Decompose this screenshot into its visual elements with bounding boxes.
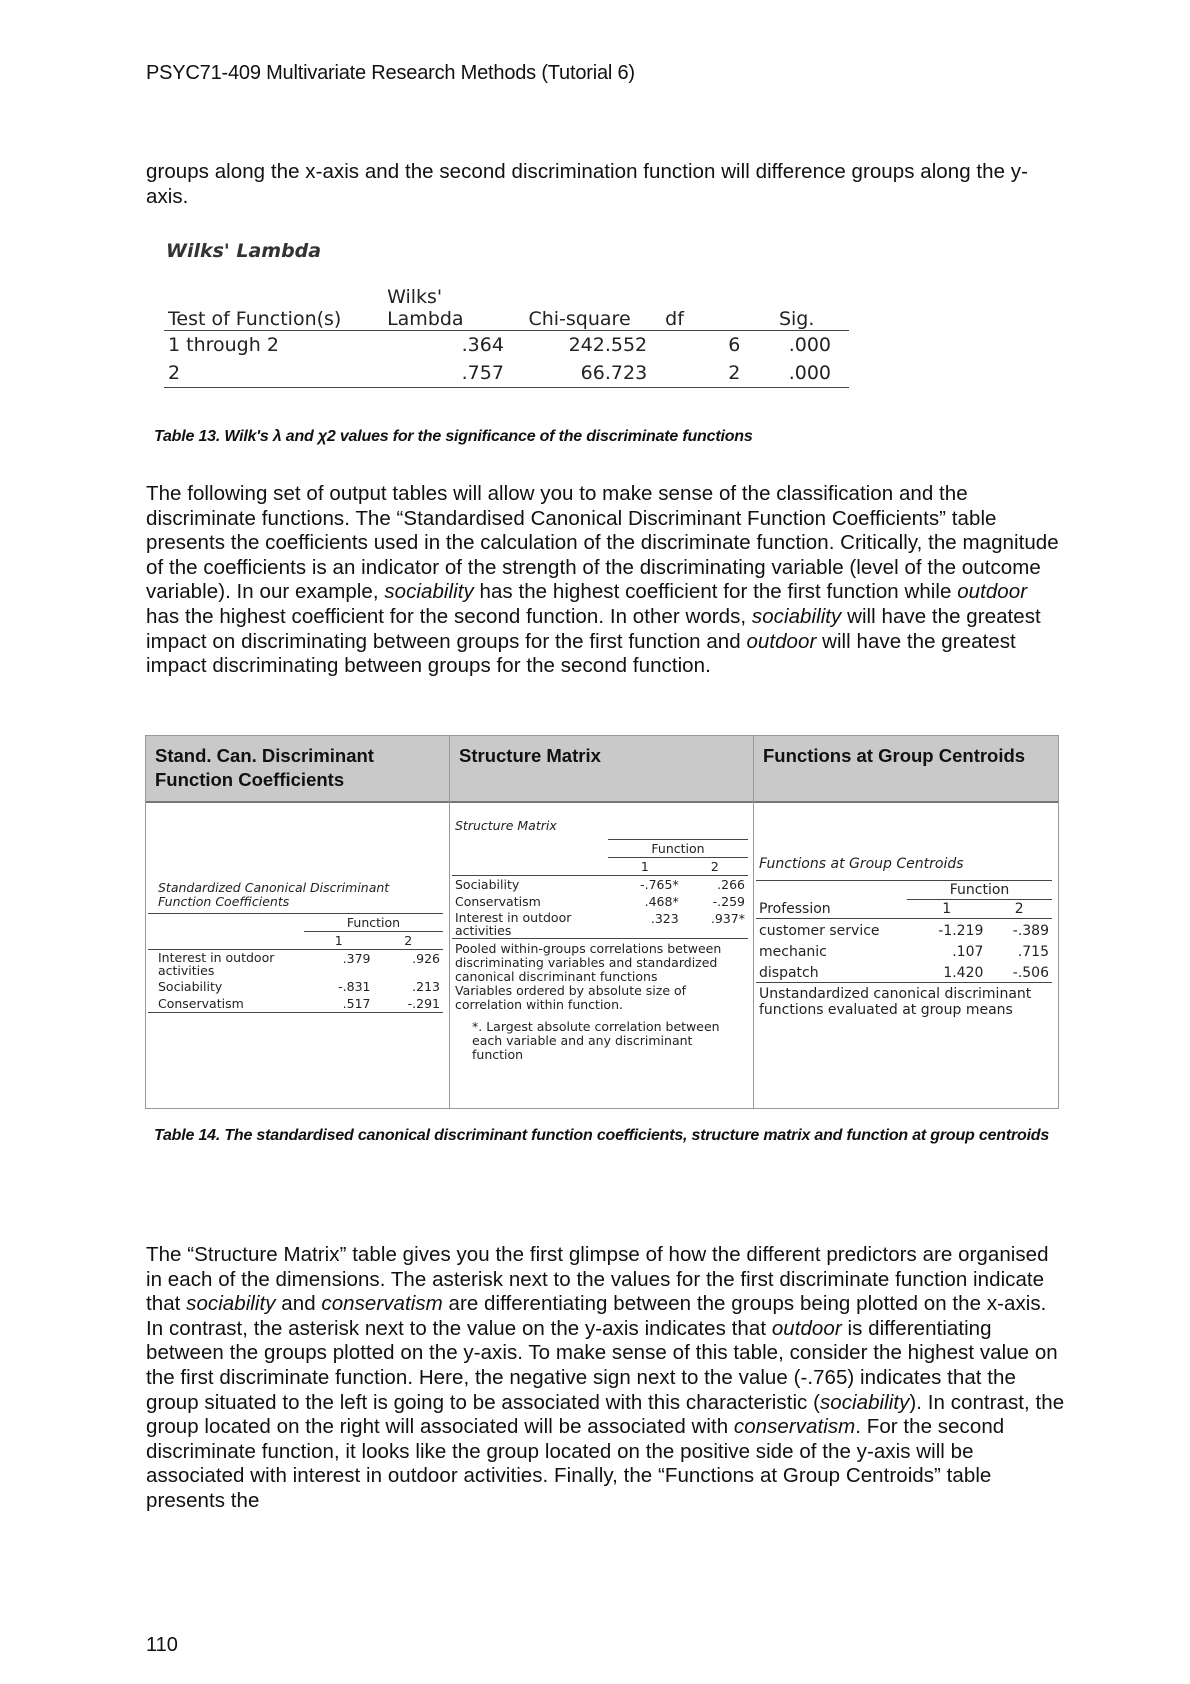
grid-header-structure: Structure Matrix	[450, 736, 753, 803]
intro-paragraph: groups along the x-axis and the second discrimination function will difference groups along the y-axis.	[146, 160, 1028, 208]
table-row: dispatch 1.420 -.506	[756, 961, 1052, 983]
table-row: mechanic .107 .715	[759, 944, 1049, 960]
centroids-table: Functions at Group Centroids Function Profession 1 2 customer service -1.219 -.389 mechanic .107 .715 dispatch 1.420 -.506 Unstandardized canonical discriminant functions evaluated at group means	[756, 856, 1052, 1018]
wilks-table-title: Wilks' Lambda	[166, 240, 322, 262]
wilks-header-chi: Chi-square	[508, 272, 651, 331]
table-row: Conservatism .517 -.291	[148, 995, 443, 1013]
table-row: Sociability -.831 .213	[158, 979, 440, 994]
page-number: 110	[146, 1634, 178, 1656]
table14-caption: Table 14. The standardised canonical discriminant function coefficients, structure matrix and function at group centroids	[154, 1127, 1050, 1144]
table-row: 1 through 2 .364 242.552 6 .000	[168, 334, 831, 356]
table-row: Sociability -.765* .266	[455, 877, 745, 892]
table-row: customer service -1.219 -.389	[759, 923, 1049, 939]
coefficients-table: Standardized Canonical Discriminant Function Coefficients Function 1 2 Interest in outdoor activities .379 .926 Sociability -.831 .213 Conservatism .517 -.291	[148, 881, 443, 1013]
wilks-header-test: Test of Function(s)	[164, 272, 383, 331]
paragraph-3: The “Structure Matrix” table gives you the first glimpse of how the different predictors are organised in each of the dimensions. The asterisk next to the values for the first discriminate function indicate that sociability and conservatism are differentiating between the groups being plotted on the x-axis. In contrast, the asterisk next to the value on the y-axis indicates that outdoor is differentiating between the groups plotted on the y-axis. To make sense of this table, consider the highest value on the first discriminate function. Here, the negative sign next to the value (-.765) indicates that the group situated to the left is going to be associated with this characteristic (sociability). In contrast, the group located on the right will associated will be associated with conservatism. For the second discriminate function, it looks like the group located on the positive side of the y-axis will be associated with interest in outdoor activities. Finally, the “Functions at Group Centroids” table presents the	[146, 1243, 1065, 1512]
grid-header-coefficients: Stand. Can. Discriminant Function Coefficients	[146, 736, 449, 803]
table13-caption: Table 13. Wilk's λ and χ2 values for the significance of the discriminate functions	[154, 428, 753, 445]
structure-matrix-table: Structure Matrix Function 1 2 Sociability -.765* .266 Conservatism .468* -.259 Interest in outdoor activities .323 .937* Pooled within-groups correlations between discriminating variables and standardized canonical discriminant functions Variables ordered by absolute size of correlation within function. *. Largest absolute correlation between each variable and any discriminant function	[452, 818, 748, 1062]
paragraph-2: The following set of output tables will allow you to make sense of the classification and the discriminate functions. The “Standardised Canonical Discriminant Function Coefficients” table presents the coefficients used in the calculation of the discriminate function. Critically, the magnitude of the coefficients is an indicator of the strength of the discriminating variable (level of the outcome variable). In our example, sociability has the highest coefficient for the first function while outdoor has the highest coefficient for the second function. In other words, sociability will have the greatest impact on discriminating between groups for the first function and outdoor will have the greatest impact discriminating between groups for the second function.	[146, 482, 1059, 678]
wilks-lambda-table	[164, 272, 849, 388]
wilks-header-df: df	[651, 272, 744, 331]
grid-header-centroids: Functions at Group Centroids	[754, 736, 1058, 803]
running-header: PSYC71-409 Multivariate Research Methods (Tutorial 6)	[146, 62, 635, 84]
wilks-header-lambda: Wilks' Lambda	[383, 272, 508, 331]
table-row: 2 .757 66.723 2 .000	[164, 359, 849, 388]
wilks-header-sig: Sig.	[744, 272, 849, 331]
table-row: Interest in outdoor activities .323 .937*	[452, 910, 748, 939]
output-comparison-grid	[145, 735, 1059, 1109]
table-row: Interest in outdoor activities .379 .926	[158, 950, 440, 978]
table-row: Conservatism .468* -.259	[455, 894, 745, 909]
